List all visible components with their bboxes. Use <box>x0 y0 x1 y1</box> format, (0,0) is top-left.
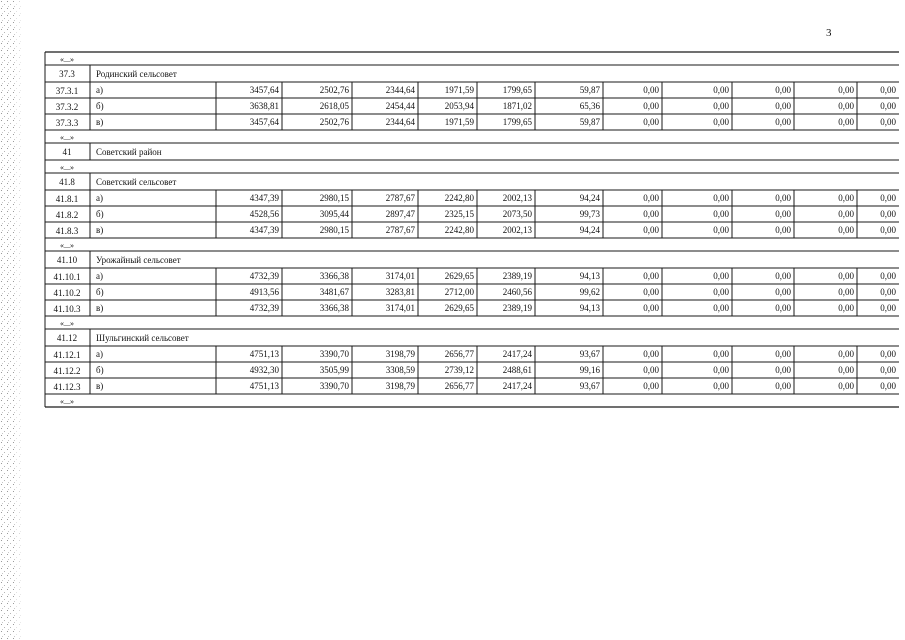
cell-value: 3174,01 <box>385 271 415 281</box>
row-code: 41.8.3 <box>55 226 79 236</box>
cell-value: 0,00 <box>643 287 659 297</box>
row-variant: в) <box>96 117 104 127</box>
row-code: 37.3.2 <box>55 102 79 112</box>
cell-value: 0,00 <box>838 117 854 127</box>
cell-value: 2417,24 <box>502 349 532 359</box>
cell-value: 0,00 <box>838 225 854 235</box>
row-code: 41.12.2 <box>53 366 81 376</box>
section-name: Шульгинский сельсовет <box>96 333 189 343</box>
row-variant: в) <box>96 303 104 313</box>
row-variant: б) <box>96 209 104 219</box>
cell-value: 2073,50 <box>502 209 532 219</box>
cell-value: 3390,70 <box>319 381 349 391</box>
cell-value: 2389,19 <box>502 271 532 281</box>
cell-value: 2344,64 <box>385 117 415 127</box>
cell-value: 1971,59 <box>444 117 474 127</box>
row-code: 41.10.1 <box>53 272 81 282</box>
cell-value: 2656,77 <box>444 349 474 359</box>
cell-value: 0,00 <box>643 209 659 219</box>
cell-value: 65,36 <box>579 101 600 111</box>
cell-value: 0,00 <box>643 193 659 203</box>
cell-value: 2787,67 <box>385 193 415 203</box>
cell-value: 93,67 <box>579 381 600 391</box>
ellipsis-row-marker: «...» <box>60 133 74 142</box>
cell-value: 0,00 <box>880 101 896 111</box>
cell-value: 0,00 <box>643 117 659 127</box>
cell-value: 2787,67 <box>385 225 415 235</box>
cell-value: 2502,76 <box>319 85 349 95</box>
row-code: 41.8.2 <box>55 210 79 220</box>
cell-value: 0,00 <box>775 209 791 219</box>
row-variant: а) <box>96 271 103 281</box>
cell-value: 0,00 <box>643 225 659 235</box>
cell-value: 0,00 <box>775 271 791 281</box>
cell-value: 4528,56 <box>249 209 279 219</box>
row-code: 41.12.3 <box>53 382 81 392</box>
cell-value: 2897,47 <box>385 209 415 219</box>
cell-value: 0,00 <box>775 303 791 313</box>
cell-value: 0,00 <box>880 365 896 375</box>
cell-value: 2242,80 <box>444 193 474 203</box>
cell-value: 0,00 <box>713 101 729 111</box>
cell-value: 3095,44 <box>319 209 349 219</box>
cell-value: 2629,65 <box>444 271 474 281</box>
cell-value: 0,00 <box>838 209 854 219</box>
row-variant: а) <box>96 85 103 95</box>
section-name: Урожайный сельсовет <box>96 255 181 265</box>
cell-value: 0,00 <box>713 85 729 95</box>
cell-value: 2502,76 <box>319 117 349 127</box>
cell-value: 0,00 <box>643 271 659 281</box>
cell-value: 2980,15 <box>319 225 349 235</box>
cell-value: 2618,05 <box>319 101 349 111</box>
cell-value: 3505,99 <box>319 365 349 375</box>
row-variant: б) <box>96 287 104 297</box>
cell-value: 2739,12 <box>444 365 474 375</box>
cell-value: 2629,65 <box>444 303 474 313</box>
ellipsis-row-marker: «...» <box>60 319 74 328</box>
cell-value: 0,00 <box>880 271 896 281</box>
cell-value: 0,00 <box>838 193 854 203</box>
ellipsis-row-marker: «...» <box>60 397 74 406</box>
cell-value: 4732,39 <box>249 271 279 281</box>
cell-value: 0,00 <box>713 349 729 359</box>
cell-value: 0,00 <box>838 303 854 313</box>
cell-value: 0,00 <box>643 381 659 391</box>
cell-value: 0,00 <box>838 365 854 375</box>
cell-value: 0,00 <box>775 193 791 203</box>
cell-value: 0,00 <box>838 349 854 359</box>
row-code: 41.10.2 <box>53 288 81 298</box>
cell-value: 3198,79 <box>385 381 415 391</box>
cell-value: 0,00 <box>838 271 854 281</box>
cell-value: 0,00 <box>713 209 729 219</box>
cell-value: 0,00 <box>775 365 791 375</box>
page-number: 3 <box>826 27 832 39</box>
cell-value: 0,00 <box>880 287 896 297</box>
cell-value: 94,24 <box>579 193 600 203</box>
cell-value: 0,00 <box>775 225 791 235</box>
cell-value: 0,00 <box>880 193 896 203</box>
cell-value: 4751,13 <box>249 349 279 359</box>
cell-value: 0,00 <box>880 349 896 359</box>
cell-value: 0,00 <box>643 365 659 375</box>
cell-value: 3308,59 <box>385 365 415 375</box>
cell-value: 2488,61 <box>502 365 532 375</box>
cell-value: 0,00 <box>880 209 896 219</box>
cell-value: 0,00 <box>880 225 896 235</box>
cell-value: 0,00 <box>838 85 854 95</box>
row-code: 41.8.1 <box>55 194 79 204</box>
ellipsis-row-marker: «...» <box>60 163 74 172</box>
cell-value: 3283,81 <box>385 287 415 297</box>
section-code: 41.12 <box>56 333 78 343</box>
cell-value: 0,00 <box>713 193 729 203</box>
cell-value: 4347,39 <box>249 193 279 203</box>
cell-value: 2980,15 <box>319 193 349 203</box>
cell-value: 94,13 <box>579 303 600 313</box>
cell-value: 4347,39 <box>249 225 279 235</box>
cell-value: 0,00 <box>713 303 729 313</box>
cell-value: 93,67 <box>579 349 600 359</box>
cell-value: 3174,01 <box>385 303 415 313</box>
cell-value: 3638,81 <box>249 101 279 111</box>
cell-value: 0,00 <box>838 381 854 391</box>
cell-value: 0,00 <box>713 271 729 281</box>
cell-value: 2344,64 <box>385 85 415 95</box>
cell-value: 2053,94 <box>444 101 474 111</box>
cell-value: 3457,64 <box>249 85 279 95</box>
cell-value: 2389,19 <box>502 303 532 313</box>
cell-value: 2325,15 <box>444 209 474 219</box>
cell-value: 0,00 <box>643 303 659 313</box>
row-variant: в) <box>96 225 104 235</box>
row-code: 37.3.3 <box>55 118 79 128</box>
row-variant: б) <box>96 101 104 111</box>
cell-value: 0,00 <box>713 381 729 391</box>
cell-value: 2712,00 <box>444 287 474 297</box>
cell-value: 2454,44 <box>385 101 415 111</box>
cell-value: 0,00 <box>880 303 896 313</box>
cell-value: 4732,39 <box>249 303 279 313</box>
ellipsis-row-marker: «...» <box>60 55 74 64</box>
cell-value: 4751,13 <box>249 381 279 391</box>
cell-value: 2002,13 <box>502 225 532 235</box>
cell-value: 0,00 <box>643 349 659 359</box>
cell-value: 3366,38 <box>319 303 349 313</box>
cell-value: 0,00 <box>775 381 791 391</box>
cell-value: 0,00 <box>713 287 729 297</box>
cell-value: 0,00 <box>643 85 659 95</box>
cell-value: 0,00 <box>880 117 896 127</box>
cell-value: 0,00 <box>775 101 791 111</box>
cell-value: 94,24 <box>579 225 600 235</box>
cell-value: 0,00 <box>775 85 791 95</box>
cell-value: 1799,65 <box>502 117 532 127</box>
section-code: 41.10 <box>56 255 78 265</box>
cell-value: 2417,24 <box>502 381 532 391</box>
cell-value: 0,00 <box>775 287 791 297</box>
row-variant: а) <box>96 349 103 359</box>
section-name: Советский сельсовет <box>96 177 177 187</box>
row-variant: в) <box>96 381 104 391</box>
cell-value: 2242,80 <box>444 225 474 235</box>
cell-value: 99,73 <box>579 209 600 219</box>
cell-value: 0,00 <box>713 365 729 375</box>
cell-value: 3198,79 <box>385 349 415 359</box>
cell-value: 0,00 <box>838 101 854 111</box>
cell-value: 0,00 <box>713 117 729 127</box>
cell-value: 99,16 <box>579 365 600 375</box>
section-code: 41.8 <box>59 177 75 187</box>
cell-value: 2460,56 <box>502 287 532 297</box>
row-variant: а) <box>96 193 103 203</box>
section-code: 41 <box>62 147 72 157</box>
cell-value: 2002,13 <box>502 193 532 203</box>
cell-value: 2656,77 <box>444 381 474 391</box>
section-name: Родинский сельсовет <box>96 69 177 79</box>
cell-value: 3366,38 <box>319 271 349 281</box>
cell-value: 0,00 <box>643 101 659 111</box>
row-code: 41.12.1 <box>53 350 81 360</box>
cell-value: 4932,30 <box>249 365 279 375</box>
cell-value: 94,13 <box>579 271 600 281</box>
cell-value: 0,00 <box>713 225 729 235</box>
cell-value: 0,00 <box>775 117 791 127</box>
cell-value: 0,00 <box>880 381 896 391</box>
row-code: 37.3.1 <box>55 86 79 96</box>
cell-value: 99,62 <box>579 287 600 297</box>
cell-value: 59,87 <box>579 85 600 95</box>
ellipsis-row-marker: «...» <box>60 241 74 250</box>
cell-value: 59,87 <box>579 117 600 127</box>
cell-value: 0,00 <box>838 287 854 297</box>
row-variant: б) <box>96 365 104 375</box>
cell-value: 3457,64 <box>249 117 279 127</box>
section-name: Советский район <box>96 147 162 157</box>
cell-value: 3390,70 <box>319 349 349 359</box>
cell-value: 1871,02 <box>502 101 532 111</box>
cell-value: 0,00 <box>775 349 791 359</box>
cell-value: 1799,65 <box>502 85 532 95</box>
section-code: 37.3 <box>59 69 75 79</box>
cell-value: 1971,59 <box>444 85 474 95</box>
cell-value: 0,00 <box>880 85 896 95</box>
row-code: 41.10.3 <box>53 304 81 314</box>
cell-value: 4913,56 <box>249 287 279 297</box>
cell-value: 3481,67 <box>319 287 349 297</box>
